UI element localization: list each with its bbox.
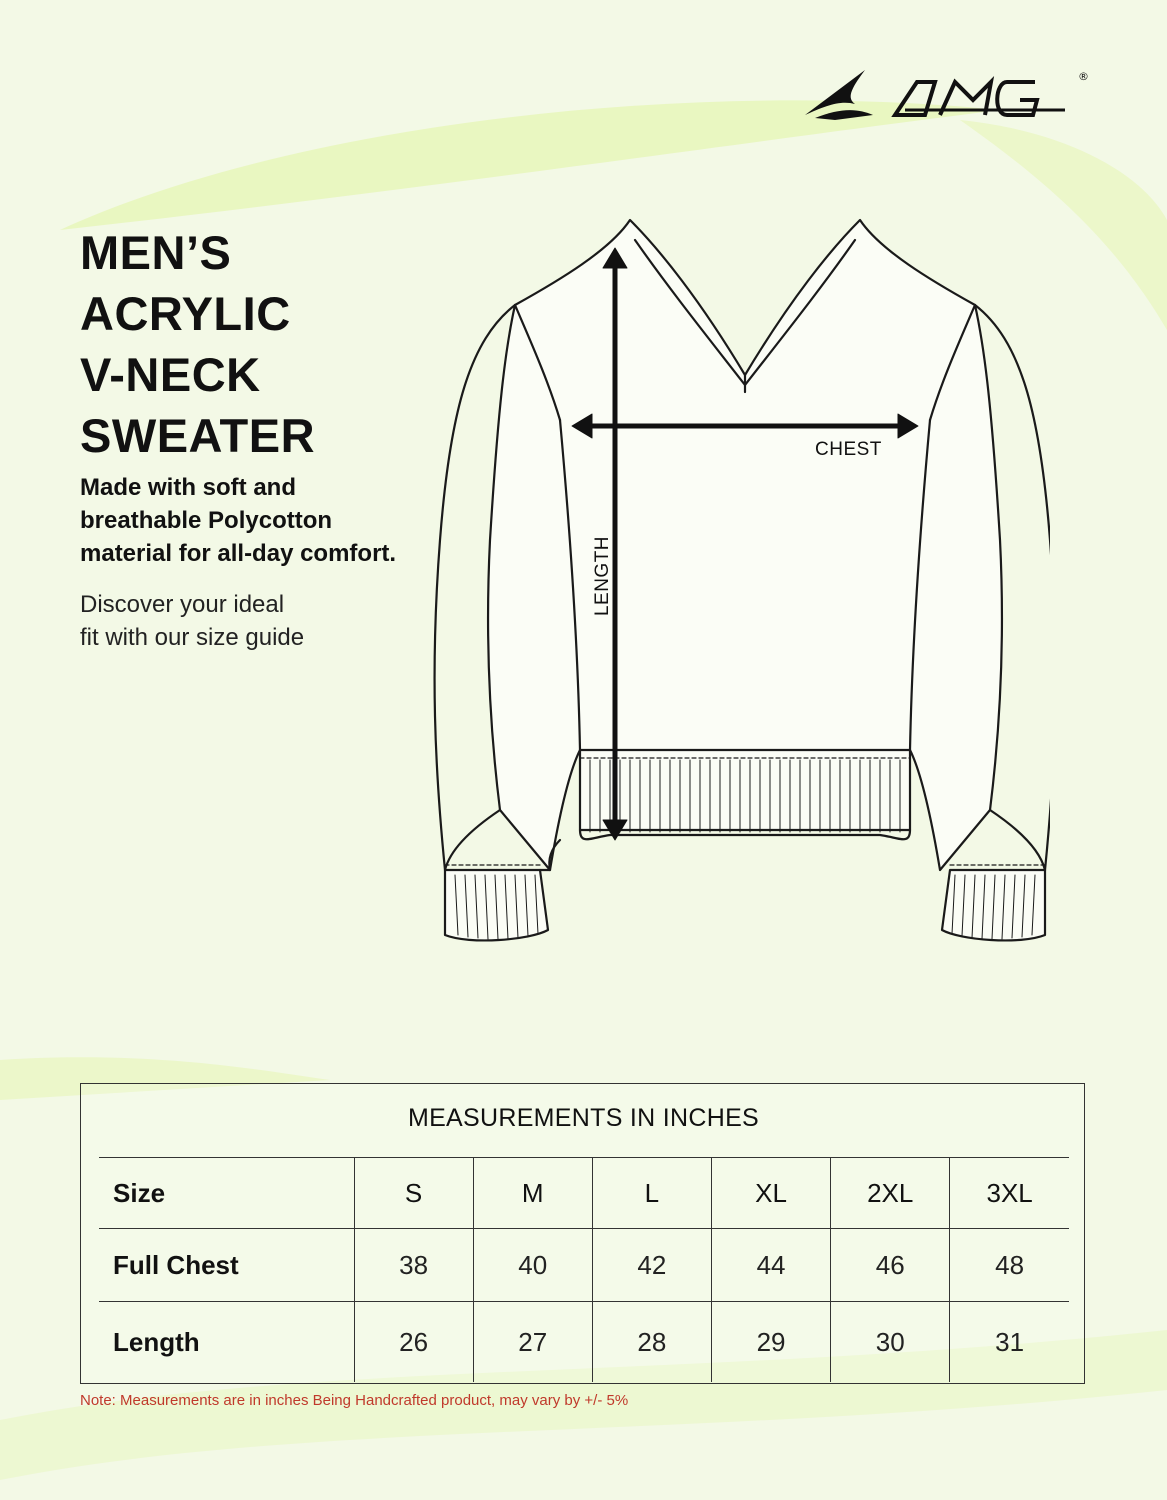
title-line: ACRYLIC xyxy=(80,287,291,340)
table-cell: 3XL xyxy=(950,1158,1069,1229)
table-cell: 42 xyxy=(592,1229,711,1302)
table-cell: 29 xyxy=(711,1302,830,1383)
description-line: breathable Polycotton xyxy=(80,507,333,534)
size-chart-heading: MEASUREMENTS IN INCHES xyxy=(407,1104,760,1132)
size-chart xyxy=(80,1083,1085,1384)
tagline-line: Discover your ideal xyxy=(80,591,285,618)
page-title xyxy=(80,222,315,466)
table-cell: 26 xyxy=(354,1302,473,1383)
sweater-illustration xyxy=(410,210,1050,950)
table-cell: 30 xyxy=(831,1302,950,1383)
description-line: Made with soft and xyxy=(80,474,296,501)
title-line: SWEATER xyxy=(80,409,316,462)
description-line: material for all-day comfort. xyxy=(80,540,397,567)
size-guide-tagline xyxy=(80,588,304,654)
table-cell: 48 xyxy=(950,1229,1069,1302)
length-label: LENGTH xyxy=(592,535,613,617)
table-row xyxy=(99,1158,1069,1229)
table-row xyxy=(99,1302,1069,1383)
table-cell: 46 xyxy=(831,1229,950,1302)
table-row xyxy=(99,1229,1069,1302)
product-description xyxy=(80,471,460,570)
table-cell: L xyxy=(592,1158,711,1229)
registered-mark: ® xyxy=(1078,70,1089,83)
table-cell: M xyxy=(473,1158,592,1229)
brand-logo xyxy=(795,60,1095,130)
table-cell: XL xyxy=(711,1158,830,1229)
table-cell: 44 xyxy=(711,1229,830,1302)
table-cell: S xyxy=(354,1158,473,1229)
table-cell: 28 xyxy=(592,1302,711,1383)
row-header: Size xyxy=(99,1158,354,1229)
chest-label: CHEST xyxy=(815,439,882,460)
row-header: Length xyxy=(99,1302,354,1383)
measurement-note: Note: Measurements are in inches Being Handcrafted product, may vary by +/- 5% xyxy=(80,1392,629,1409)
table-cell: 2XL xyxy=(831,1158,950,1229)
table-cell: 40 xyxy=(473,1229,592,1302)
table-cell: 27 xyxy=(473,1302,592,1383)
row-header: Full Chest xyxy=(99,1229,354,1302)
table-cell: 38 xyxy=(354,1229,473,1302)
size-table xyxy=(99,1157,1069,1382)
title-line: MEN’S xyxy=(80,226,232,279)
table-cell: 31 xyxy=(950,1302,1069,1383)
title-line: V-NECK xyxy=(80,348,261,401)
tagline-line: fit with our size guide xyxy=(80,624,305,651)
